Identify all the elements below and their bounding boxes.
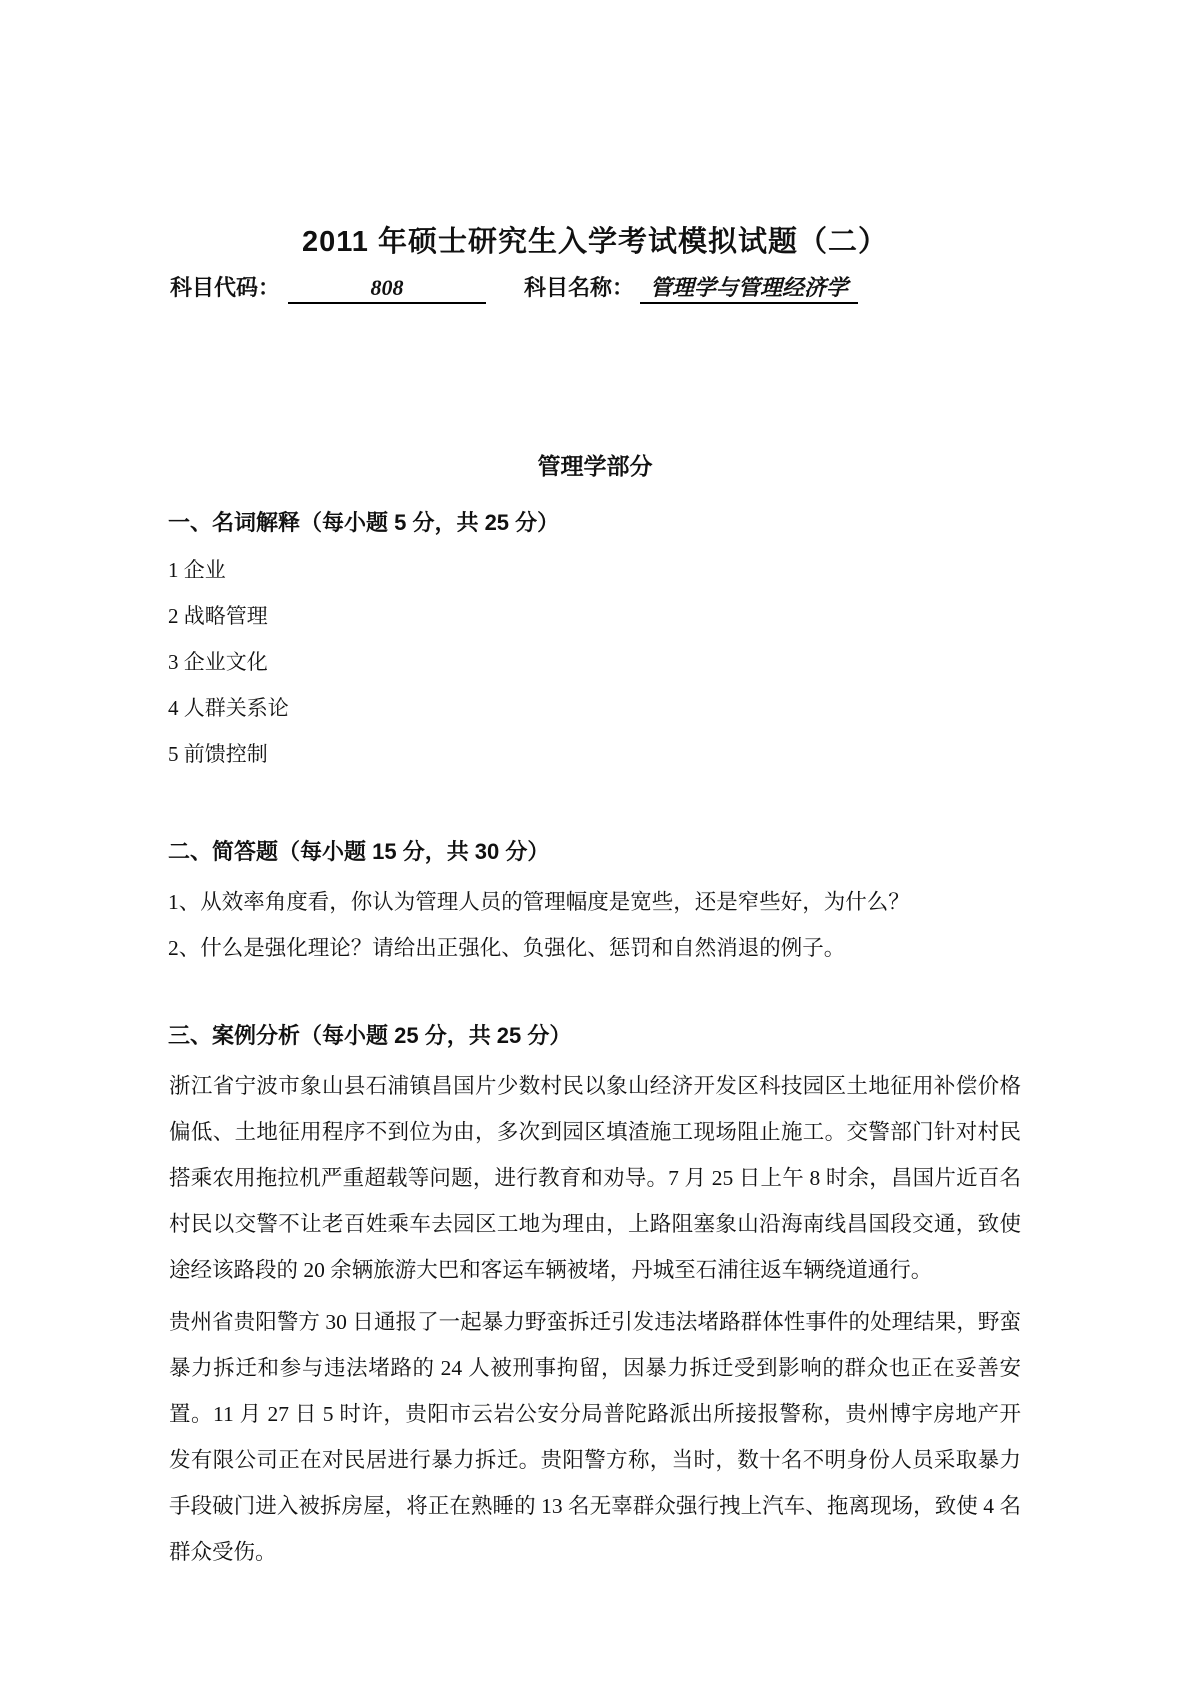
subject-info-row: [170, 274, 1190, 304]
case-paragraph-1: 浙江省宁波市象山县石浦镇昌国片少数村民以象山经济开发区科技园区土地征用补偿价格偏低、土地征用程序不到位为由，多次到园区填渣施工现场阻止施工。交警部门针对村民搭乘农用拖拉机严重超载等问题，进行教育和劝导。7 月 25 日上午 8 时余，昌国片近百名村民以交警不让老百姓乘车去园区工地为理由，上路阻塞象山沿海南线昌国段交通，致使途经该路段的 20 余辆旅游大巴和客运车辆被堵，丹城至石浦往返车辆绕道通行。: [169, 1074, 1021, 1282]
term-item-2: 2 战略管理: [168, 604, 268, 628]
subject-name-label: 科目名称：: [524, 275, 635, 300]
term-list: [168, 547, 1022, 777]
section-3-heading: 三、案例分析（每小题 25 分，共 25 分）: [168, 1023, 572, 1048]
subject-code-label: 科目代码：: [170, 275, 281, 300]
part-heading: 管理学部分: [537, 453, 653, 479]
question-item-2: 2、什么是强化理论？请给出正强化、负强化、惩罚和自然消退的例子。: [168, 936, 846, 960]
page-title: 2011 年硕士研究生入学考试模拟试题（二）: [302, 226, 888, 258]
term-item-4: 4 人群关系论: [168, 696, 289, 720]
section-2-heading: 二、简答题（每小题 15 分，共 30 分）: [168, 839, 550, 864]
section-1-heading: 一、名词解释（每小题 5 分，共 25 分）: [168, 510, 560, 535]
subject-code-value: 808: [288, 274, 486, 304]
term-item-3: 3 企业文化: [168, 650, 268, 674]
term-item-1: 1 企业: [168, 558, 226, 582]
subject-name-value: 管理学与管理经济学: [640, 274, 858, 304]
question-item-1: 1、从效率角度看，你认为管理人员的管理幅度是宽些，还是窄些好，为什么？: [168, 890, 910, 914]
case-paragraph-2: 贵州省贵阳警方 30 日通报了一起暴力野蛮拆迁引发违法堵路群体性事件的处理结果，野蛮暴力拆迁和参与违法堵路的 24 人被刑事拘留，因暴力拆迁受到影响的群众也正在妥善安置。11 月 27 日 5 时许，贵阳市云岩公安分局普陀路派出所接报警称，贵州博宇房地产开发有限公司正在对民居进行暴力拆迁。贵阳警方称，当时，数十名不明身份人员采取暴力手段破门进入被拆房屋，将正在熟睡的 13 名无辜群众强行拽上汽车、拖离现场，致使 4 名群众受伤。: [169, 1310, 1021, 1564]
term-item-5: 5 前馈控制: [168, 742, 268, 766]
